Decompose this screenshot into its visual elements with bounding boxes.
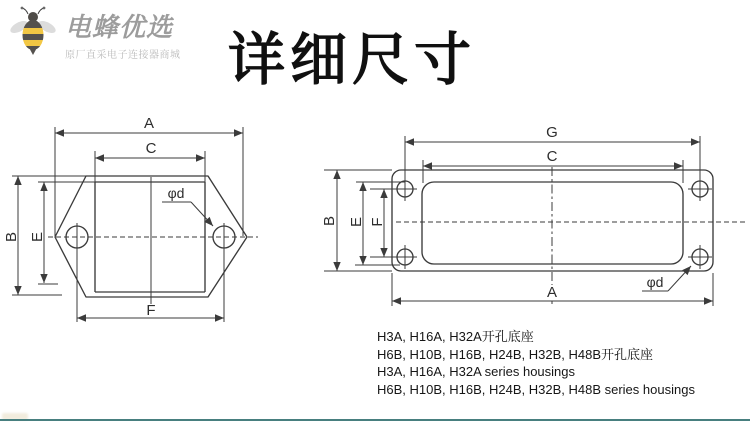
model-caption: [377, 328, 695, 398]
dim-label-A: A: [546, 284, 558, 301]
caption-line: H3A, H16A, H32A开孔底座: [377, 329, 534, 344]
hex-flange-drawing: [0, 110, 320, 340]
caption-line: H3A, H16A, H32A series housings: [377, 364, 575, 379]
dim-label-A: A: [143, 115, 155, 132]
dim-label-F: F: [369, 217, 386, 227]
dim-label-F: F: [146, 302, 156, 319]
page-title: 详细尺寸: [228, 28, 476, 92]
brand-logo: [10, 6, 181, 61]
bottom-divider: [0, 419, 750, 421]
phi-d-leader: [668, 266, 691, 291]
brand-text-block: [65, 6, 181, 61]
dim-label-E: E: [29, 231, 46, 243]
dim-label-B: B: [3, 231, 20, 243]
phi-d-leader: [191, 202, 213, 226]
dim-label-phi-d: φd: [646, 274, 664, 290]
rect-flange-drawing: [310, 110, 750, 340]
brand-tagline: 原厂直采电子连接器商城: [65, 50, 181, 61]
dim-label-C: C: [145, 140, 157, 157]
dim-label-B: B: [321, 215, 338, 227]
bee-icon: [10, 6, 56, 56]
dim-label-phi-d: φd: [167, 185, 185, 201]
dim-label-G: G: [546, 124, 558, 141]
caption-line: H6B, H10B, H16B, H24B, H32B, H48B series housings: [377, 381, 695, 397]
dim-label-C: C: [546, 148, 558, 165]
caption-line: H6B, H10B, H16B, H24B, H32B, H48B开孔底座: [377, 346, 654, 362]
dim-label-E: E: [348, 216, 365, 228]
brand-name: 电蜂优选: [65, 12, 174, 42]
